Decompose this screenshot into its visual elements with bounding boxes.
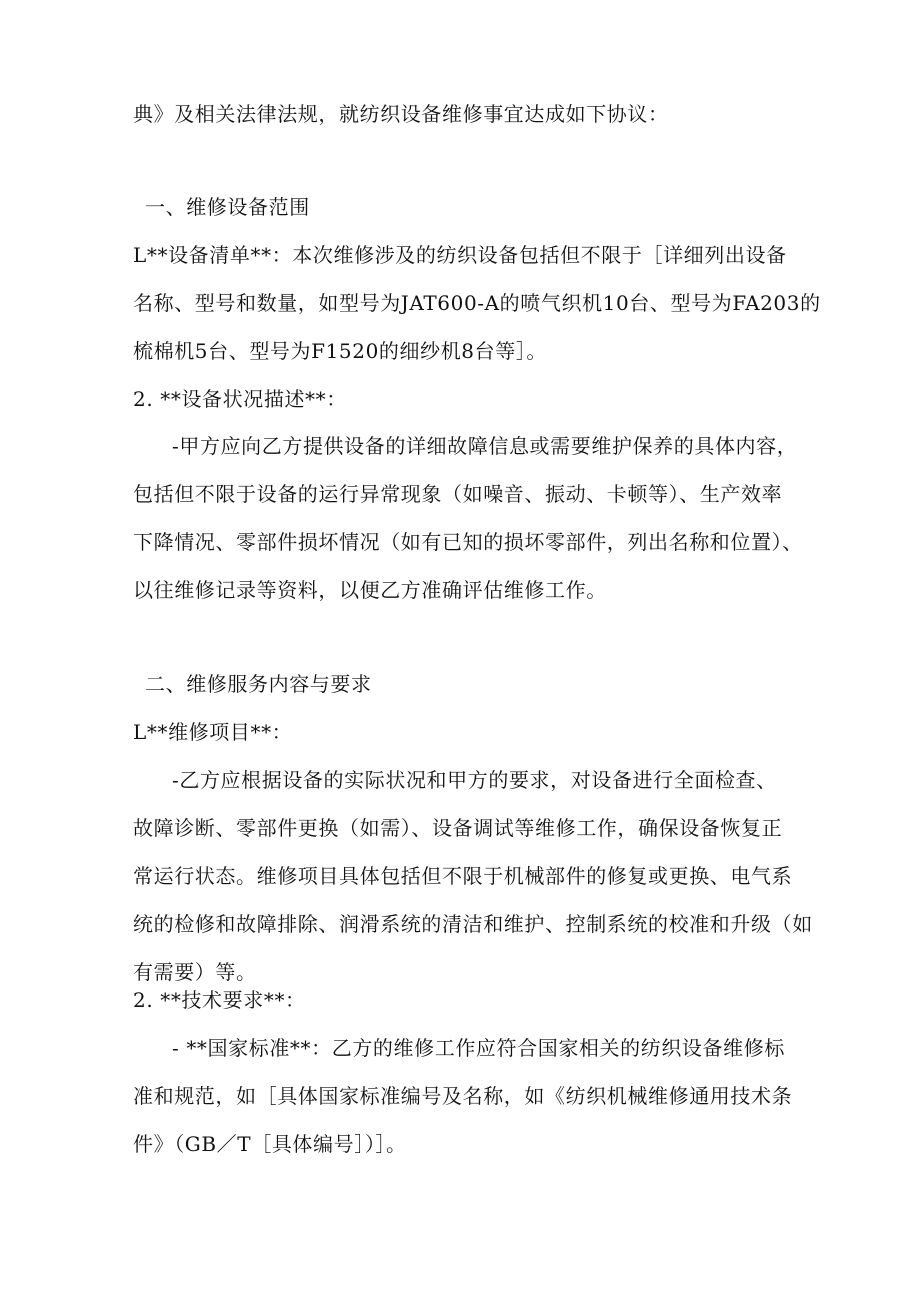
- paragraph-line: 常运行状态。维修项目具体包括但不限于机械部件的修复或更换、电气系: [133, 864, 793, 888]
- paragraph-line: -甲方应向乙方提供设备的详细故障信息或需要维护保养的具体内容，: [172, 434, 798, 458]
- paragraph-line: 统的检修和故障排除、润滑系统的清洁和维护、控制系统的校准和升级（如: [133, 912, 813, 936]
- section-2-item-2-title: 2. **技术要求**：: [133, 988, 306, 1012]
- intro-text: 典》及相关法律法规，就纺织设备维修事宜达成如下协议：: [133, 102, 669, 126]
- paragraph-line: - **国家标准**：乙方的维修工作应符合国家相关的纺织设备维修标: [172, 1036, 785, 1060]
- paragraph-line: 故障诊断、零部件更换（如需）、设备调试等维修工作，确保设备恢复正: [133, 816, 783, 840]
- paragraph-line: 名称、型号和数量，如型号为JAT600-A的喷气织机10台、型号为FA203的: [133, 291, 821, 315]
- paragraph-line: 准和规范，如［具体国家标准编号及名称，如《纺织机械维修通用技术条: [133, 1084, 793, 1108]
- paragraph-line: -乙方应根据设备的实际状况和甲方的要求，对设备进行全面检查、: [172, 768, 777, 792]
- section-1-item-2-title: 2. **设备状况描述**：: [133, 387, 347, 411]
- section-2-item-1-title: L**维修项目**：: [133, 720, 293, 744]
- paragraph-line: 包括但不限于设备的运行异常现象（如噪音、振动、卡顿等）、生产效率: [133, 482, 783, 506]
- paragraph-line: 以往维修记录等资料，以便乙方准确评估维修工作。: [133, 578, 607, 602]
- section-1-heading: 一、维修设备范围: [145, 195, 310, 219]
- paragraph-line: 下降情况、零部件损坏情况（如有已知的损坏零部件，列出名称和位置）、: [133, 530, 803, 554]
- paragraph-line: 有需要）等。: [133, 960, 257, 984]
- paragraph-line: 梳棉机5台、型号为F1520的细纱机8台等］。: [133, 339, 548, 363]
- section-1-item-1-title: L**设备清单**：本次维修涉及的纺织设备包括但不限于［详细列出设备: [133, 243, 787, 267]
- section-2-heading: 二、维修服务内容与要求: [145, 672, 372, 696]
- paragraph-line: 件》（GB／T［具体编号］）］。: [133, 1132, 407, 1156]
